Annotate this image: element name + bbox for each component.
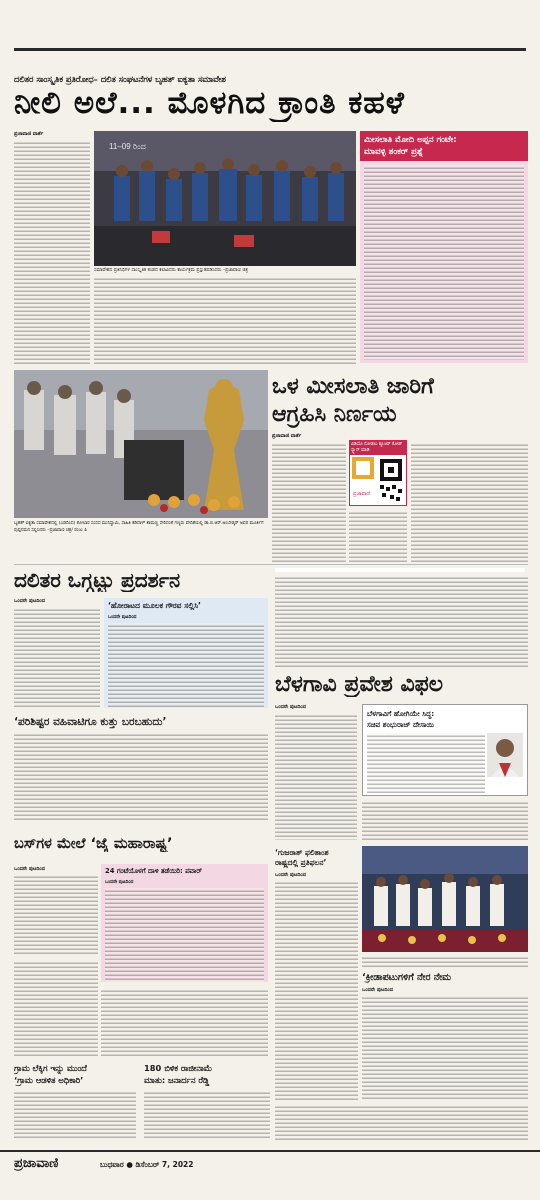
second-headline-line2: ಆಗ್ರಹಿಸಿ ನಿರ್ಣಯ	[272, 402, 397, 427]
krida-body	[362, 995, 528, 1100]
third-col-1	[14, 607, 100, 707]
second-byline: ಪ್ರಜಾವಾಣಿ ವಾರ್ತೆ	[272, 433, 302, 439]
grama-headline-1: ಗ್ರಾಮ ಲೆಕ್ಕಿಗ ಇನ್ನು ಮುಂದೆ	[14, 1063, 87, 1073]
third-box-byline: ಒಂದನೇ ಪುಟದಿಂದ	[108, 615, 137, 620]
gujarat-headline-2: ರಾಷ್ಟ್ರದಲ್ಲಿ ಪ್ರತಿಫಲನ’	[275, 858, 327, 867]
gujarat-byline: ಒಂದನೇ ಪುಟದಿಂದ	[275, 872, 306, 878]
second-col-3	[411, 442, 528, 562]
third-box	[104, 598, 268, 708]
ambedkar-photo-caption: ಬೃಹತ್ ಐಕ್ಯತಾ ಸಮಾವೇಶದಲ್ಲಿ (ಎಡದಿಂದ) ಕೋಲಾರ ಸಂಸದ ಮುನಿಸ್ವಾಮಿ, ಸಾಹಿತಿ ಕಡಿದಾಳ್ ಶಾಮಣ್ಣ ಸೇರಿದಂತೆ ಗಣ್ಯರು ವೇದಿಕೆಯಲ್ಲಿ ಡಾ.ಬಿ.ಆರ್.ಅಂಬೇಡ್ಕರ್ ಅವರ ಮೂರ್ತಿಗೆ ಪುಷ್ಪನಮನ ಸಲ್ಲಿಸಿದರು –ಪ್ರಜಾವಾಣಿ ಚಿತ್ರ/ ರಂಜು ಪಿ	[14, 521, 264, 533]
second-col-2	[349, 510, 407, 562]
third-headline: ದಲಿತರ ಒಗ್ಗಟ್ಟು ಪ್ರದರ್ಶನ	[14, 568, 181, 592]
qr-caption: ವಿಡಿಯೊ ನೋಡಲು ಕ್ಯೂಆರ್ ಕೋಡ್ ಸ್ಕ್ಯಾನ್ ಮಾಡಿ	[350, 441, 406, 455]
top-rule	[14, 48, 526, 51]
pawar-box-body	[105, 888, 264, 982]
belagavi-box-title-1: ಬೆಳಗಾವಿಗೆ ಹೋಗಿಯೇ ಸಿದ್ಧ:	[367, 709, 435, 718]
qr-box[interactable]	[349, 440, 407, 506]
maharashtra-col-2	[101, 988, 268, 1056]
third-box-title: ‘ಹೋರಾಟದ ಮೂಲಕ ಗೌರವ ಸಲ್ಲಿಸಿ’	[108, 601, 201, 610]
main-headline: ನೀಲಿ ಅಲೆ... ಮೊಳಗಿದ ಕ್ರಾಂತಿ ಕಹಳೆ	[14, 85, 405, 121]
banner-text: ದಲಿತರ ಸಾಂಸ್ಕೃತಿಕ ಪ್ರತಿರೋಧ– ದಲಿತ ಸಂಘಟನೆಗಳ ಬೃಹತ್ ಐಕ್ಯತಾ ಸಮಾವೇಶ	[14, 74, 226, 84]
gujarat-headline-1: ‘ಗುಜರಾತ್ ಫಲಿತಾಂಶ	[275, 848, 329, 857]
belagavi-byline: ಒಂದನೇ ಪುಟದಿಂದ	[275, 704, 306, 710]
ceremony-photo	[362, 846, 528, 952]
krida-byline: ಒಂದನೇ ಪುಟದಿಂದ	[362, 987, 393, 993]
side-box-subtitle: ಮಾವಳ್ಳಿ ಶಂಕರ್ ಪ್ರಶ್ನೆ	[364, 147, 424, 157]
raja-headline	[144, 1062, 270, 1086]
raja-body	[144, 1090, 270, 1140]
second-col-1	[272, 442, 346, 562]
ceremony-caption	[362, 955, 528, 969]
qr-logo-text: ಪ್ರಜಾವಾಣಿ	[353, 491, 371, 497]
belagavi-box-title-2: ಸಚಿವ ಶಂಭುರಾಜ್ ದೇಸಾಯಿ	[367, 720, 435, 729]
side-box	[360, 131, 528, 363]
third-box-body	[108, 623, 264, 709]
maharashtra-byline: ಒಂದನೇ ಪುಟದಿಂದ	[14, 866, 45, 872]
pawar-box-byline: ಒಂದನೇ ಪುಟದಿಂದ	[105, 880, 134, 885]
gujarat-body	[275, 880, 358, 1100]
grama-headline	[14, 1062, 136, 1086]
second-continued-body	[275, 575, 528, 667]
maharashtra-headline: ಬಸ್‌ಗಳ ಮೇಲೆ ‘ಜೈ ಮಹಾರಾಷ್ಟ್ರ’	[14, 836, 173, 852]
grama-body	[14, 1090, 136, 1140]
belagavi-box-body	[367, 733, 485, 793]
third-byline: ಒಂದನೇ ಪುಟದಿಂದ	[14, 598, 45, 604]
gujarat-headline	[275, 848, 358, 868]
desai-portrait	[487, 733, 523, 777]
second-headline	[272, 373, 528, 429]
stage-banner-text: 11–09 ರಿಂದ	[109, 142, 146, 151]
main-byline: ಪ್ರಜಾವಾಣಿ ವಾರ್ತೆ	[14, 131, 44, 137]
maharashtra-col-1b	[14, 960, 98, 1056]
side-box-body	[364, 165, 524, 360]
footer-date: ಬುಧವಾರ ● ಡಿಸೆಂಬರ್ 7, 2022	[100, 1160, 194, 1169]
pawar-box-title: 24 ಗಂಟೆಯೊಳಗೆ ದಾಳಿ ತಡೆಯಿರಿ: ಪವಾರ್	[105, 867, 202, 875]
third-sub-headline: ‘ಪರಿಶಿಷ್ಟರ ವಹಿವಾಟಿಗೂ ಕುತ್ತು ಬರಬಹುದು’	[14, 716, 167, 728]
ambedkar-photo	[14, 370, 268, 518]
maharashtra-col-1	[14, 874, 98, 954]
footer-masthead: ಪ್ರಜಾವಾಣಿ	[14, 1156, 59, 1171]
pawar-box	[101, 864, 268, 982]
belagavi-col-1	[275, 713, 357, 840]
qr-code-icon[interactable]	[350, 455, 406, 505]
belagavi-headline: ಬೆಳಗಾವಿ ಪ್ರವೇಶ ವಿಫಲ	[275, 672, 444, 697]
third-sub-body	[14, 732, 268, 820]
main-photo	[94, 131, 356, 266]
grama-headline-2: ‘ಗ್ರಾಮ ಆಡಳಿತ ಅಧಿಕಾರಿ’	[14, 1075, 84, 1085]
footer-rule	[0, 1150, 540, 1152]
main-photo-caption: ಸಮಾವೇಶದ ಪ್ರತಿನಿಧಿಗಳ ಸಾಂಸ್ಕೃತಿಕ ತಂಡದ ಕಲಾವಿದರು ಕಾರ್ಯಕ್ರಮ ಪ್ರಸ್ತುತಪಡಿಸಿದರು –ಪ್ರಜಾವಾಣಿ ಚಿತ್ರ	[94, 268, 249, 273]
raja-headline-1: 180 ಬಿಳಿಕ ರಾಜೀನಾಮೆ	[144, 1063, 212, 1073]
belagavi-box	[362, 704, 528, 796]
second-headline-line1: ಒಳ ಮೀಸಲಾತಿ ಜಾರಿಗೆ	[272, 374, 434, 399]
side-box-title: ಮೀಸಲಾತಿ ಮೋದಿ ಅಪ್ಪನ ಗಂಟೇ:	[364, 135, 457, 145]
main-article-column-1	[14, 140, 90, 365]
section-rule-3	[14, 564, 528, 565]
bottom-right-body	[275, 1104, 528, 1140]
main-article-body	[94, 276, 356, 364]
belagavi-box-continued	[362, 800, 528, 840]
krida-headline: ‘ಕ್ರೀಡಾಪಟುಗಳಿಗೆ ನೇರ ನೇಮ	[362, 972, 452, 983]
raja-headline-2: ಮಾತು: ಜನಾರ್ದನ ರೆಡ್ಡಿ	[144, 1075, 210, 1085]
